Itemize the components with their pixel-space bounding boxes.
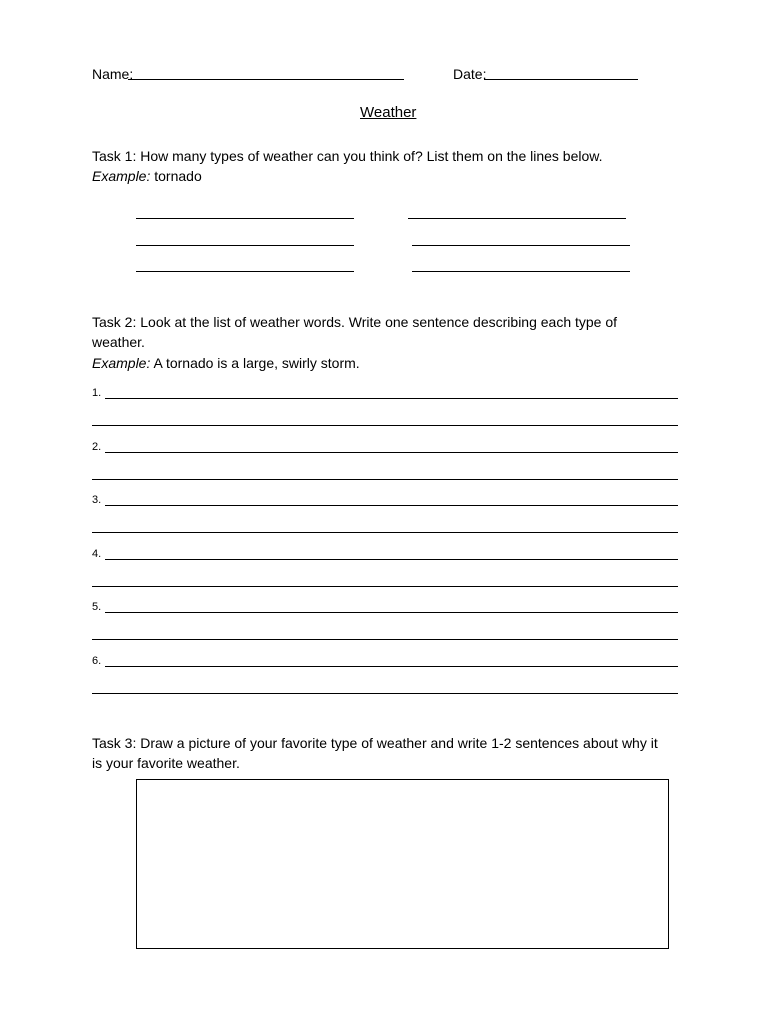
task2-answer-line[interactable] [105,452,678,453]
task2-example-label: Example: [92,355,151,371]
task1-example-label: Example: [92,168,151,184]
task2-answer-line[interactable] [105,666,678,667]
task3-prompt-continuation: is your favorite weather. [92,755,240,771]
task1-prompt: How many types of weather can you think of? List them on the lines below. [140,148,603,164]
name-label: Name: [92,66,134,82]
task1-answer-line[interactable] [136,218,354,219]
task1-example [92,166,202,186]
item-number: 4. [92,548,102,560]
task3-prompt-line [92,733,658,753]
task2-prompt-line [92,312,617,332]
task2-answer-line[interactable] [92,532,678,533]
task1-answer-line[interactable] [412,271,630,272]
task2-answer-line[interactable] [92,693,678,694]
task2-answer-line[interactable] [105,505,678,506]
task1-prompt-line [92,146,603,166]
task2-answer-line[interactable] [92,586,678,587]
task2-example-text: A tornado is a large, swirly storm. [153,355,360,371]
task2-answer-line[interactable] [92,639,678,640]
name-field[interactable] [128,79,404,80]
item-number: 5. [92,601,102,613]
task3-prompt: Draw a picture of your favorite type of weather and write 1-2 sentences about why it [140,735,658,751]
task1-label: Task 1: [92,148,137,164]
item-number: 6. [92,655,102,667]
item-number: 3. [92,494,102,506]
task2-answer-line[interactable] [105,559,678,560]
task3-label: Task 3: [92,735,137,751]
task2-prompt-continuation: weather. [92,334,145,350]
task1-answer-line[interactable] [136,271,354,272]
task2-label: Task 2: [92,314,137,330]
item-number: 1. [92,387,102,399]
task1-answer-line[interactable] [408,218,626,219]
task2-answer-line[interactable] [105,398,678,399]
page-title: Weather [360,104,417,121]
drawing-box[interactable] [136,779,669,949]
task1-answer-line[interactable] [412,245,630,246]
item-number: 2. [92,441,102,453]
date-field[interactable] [484,79,638,80]
task2-answer-line[interactable] [105,612,678,613]
task1-answer-line[interactable] [136,245,354,246]
task2-prompt: Look at the list of weather words. Write one sentence describing each type of [140,314,618,330]
task2-answer-line[interactable] [92,479,678,480]
task2-answer-line[interactable] [92,425,678,426]
date-label: Date: [453,66,487,82]
task2-example [92,353,360,373]
task1-example-text: tornado [154,168,202,184]
